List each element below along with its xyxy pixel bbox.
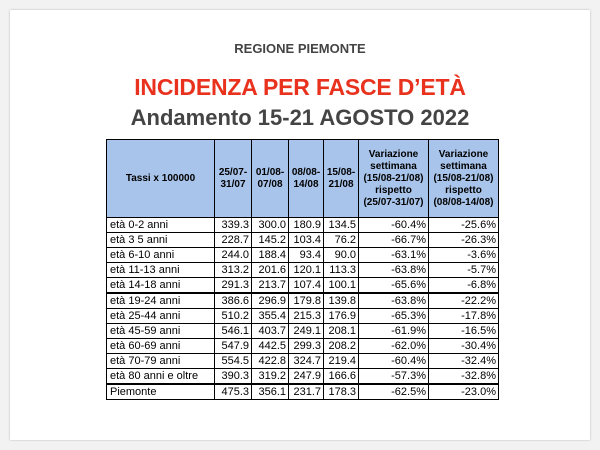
row-value: -32.4% xyxy=(429,354,499,369)
row-value: 300.0 xyxy=(252,218,289,233)
row-label: età 45-59 anni xyxy=(107,324,215,339)
table-row xyxy=(107,233,499,248)
row-value: 188.4 xyxy=(252,248,289,263)
row-value: 90.0 xyxy=(324,248,359,263)
row-value: 113.3 xyxy=(324,263,359,278)
row-value: -16.5% xyxy=(429,324,499,339)
row-value: 107.4 xyxy=(289,278,324,294)
incidence-table xyxy=(106,139,499,400)
row-value: 313.2 xyxy=(215,263,252,278)
header-week-1: 25/07-31/07 xyxy=(215,140,252,218)
row-value: -23.0% xyxy=(429,384,499,400)
table-header-row xyxy=(107,140,499,218)
row-value: -63.8% xyxy=(359,263,429,278)
row-value: 356.1 xyxy=(252,384,289,400)
row-value: -5.7% xyxy=(429,263,499,278)
row-value: 339.3 xyxy=(215,218,252,233)
row-value: 215.3 xyxy=(289,309,324,324)
table-row xyxy=(107,369,499,385)
table-row xyxy=(107,263,499,278)
row-value: 76.2 xyxy=(324,233,359,248)
row-value: 319.2 xyxy=(252,369,289,385)
row-value: 145.2 xyxy=(252,233,289,248)
row-value: 231.7 xyxy=(289,384,324,400)
row-value: 100.1 xyxy=(324,278,359,294)
row-value: 403.7 xyxy=(252,324,289,339)
row-label: età 80 anni e oltre xyxy=(107,369,215,385)
row-value: 390.3 xyxy=(215,369,252,385)
row-value: 554.5 xyxy=(215,354,252,369)
row-value: -25.6% xyxy=(429,218,499,233)
header-week-3: 08/08-14/08 xyxy=(289,140,324,218)
table-row xyxy=(107,309,499,324)
row-value: 291.3 xyxy=(215,278,252,294)
row-value: -65.6% xyxy=(359,278,429,294)
row-label: Piemonte xyxy=(107,384,215,400)
row-value: -60.4% xyxy=(359,354,429,369)
row-value: -66.7% xyxy=(359,233,429,248)
row-value: -60.4% xyxy=(359,218,429,233)
table-row xyxy=(107,339,499,354)
row-value: 208.1 xyxy=(324,324,359,339)
row-value: -63.8% xyxy=(359,293,429,309)
row-value: -30.4% xyxy=(429,339,499,354)
row-label: età 60-69 anni xyxy=(107,339,215,354)
row-value: 213.7 xyxy=(252,278,289,294)
row-label: età 6-10 anni xyxy=(107,248,215,263)
table-row xyxy=(107,384,499,400)
row-value: -63.1% xyxy=(359,248,429,263)
header-variation-1: Variazione settimana (15/08-21/08) rispetto (25/07-31/07) xyxy=(359,140,429,218)
header-rates: Tassi x 100000 xyxy=(107,140,215,218)
slide-subtitle: Andamento 15-21 AGOSTO 2022 xyxy=(130,105,470,130)
row-value: -22.2% xyxy=(429,293,499,309)
row-value: 219.4 xyxy=(324,354,359,369)
region-label: REGIONE PIEMONTE xyxy=(234,41,366,56)
table-row xyxy=(107,324,499,339)
row-value: 176.9 xyxy=(324,309,359,324)
row-value: -26.3% xyxy=(429,233,499,248)
row-label: età 11-13 anni xyxy=(107,263,215,278)
row-value: 442.5 xyxy=(252,339,289,354)
row-value: 546.1 xyxy=(215,324,252,339)
row-value: 355.4 xyxy=(252,309,289,324)
row-value: 208.2 xyxy=(324,339,359,354)
slide-title: INCIDENZA PER FASCE D’ETÀ xyxy=(134,74,466,100)
row-value: 228.7 xyxy=(215,233,252,248)
row-value: 299.3 xyxy=(289,339,324,354)
row-value: -57.3% xyxy=(359,369,429,385)
table-row xyxy=(107,248,499,263)
header-variation-2: Variazione settimana (15/08-21/08) rispetto (08/08-14/08) xyxy=(429,140,499,218)
row-value: 179.8 xyxy=(289,293,324,309)
row-label: età 70-79 anni xyxy=(107,354,215,369)
row-value: 166.6 xyxy=(324,369,359,385)
row-value: 296.9 xyxy=(252,293,289,309)
row-label: età 19-24 anni xyxy=(107,293,215,309)
row-label: età 3 5 anni xyxy=(107,233,215,248)
row-label: età 14-18 anni xyxy=(107,278,215,294)
row-value: 510.2 xyxy=(215,309,252,324)
row-value: 120.1 xyxy=(289,263,324,278)
row-value: 201.6 xyxy=(252,263,289,278)
row-value: 178.3 xyxy=(324,384,359,400)
row-label: età 25-44 anni xyxy=(107,309,215,324)
row-value: -61.9% xyxy=(359,324,429,339)
row-value: -6.8% xyxy=(429,278,499,294)
row-value: -17.8% xyxy=(429,309,499,324)
row-value: 386.6 xyxy=(215,293,252,309)
row-value: 547.9 xyxy=(215,339,252,354)
row-value: 244.0 xyxy=(215,248,252,263)
row-value: -3.6% xyxy=(429,248,499,263)
row-value: 134.5 xyxy=(324,218,359,233)
row-value: 139.8 xyxy=(324,293,359,309)
row-value: 324.7 xyxy=(289,354,324,369)
row-value: -32.8% xyxy=(429,369,499,385)
row-value: -62.0% xyxy=(359,339,429,354)
header-week-2: 01/08-07/08 xyxy=(252,140,289,218)
row-value: 180.9 xyxy=(289,218,324,233)
row-value: 249.1 xyxy=(289,324,324,339)
table-row xyxy=(107,278,499,294)
header-week-4: 15/08-21/08 xyxy=(324,140,359,218)
row-value: -65.3% xyxy=(359,309,429,324)
row-value: 247.9 xyxy=(289,369,324,385)
table-row xyxy=(107,218,499,233)
row-value: 422.8 xyxy=(252,354,289,369)
row-value: 475.3 xyxy=(215,384,252,400)
row-label: età 0-2 anni xyxy=(107,218,215,233)
table-row xyxy=(107,293,499,309)
row-value: 93.4 xyxy=(289,248,324,263)
row-value: -62.5% xyxy=(359,384,429,400)
slide xyxy=(10,10,590,440)
table-row xyxy=(107,354,499,369)
row-value: 103.4 xyxy=(289,233,324,248)
